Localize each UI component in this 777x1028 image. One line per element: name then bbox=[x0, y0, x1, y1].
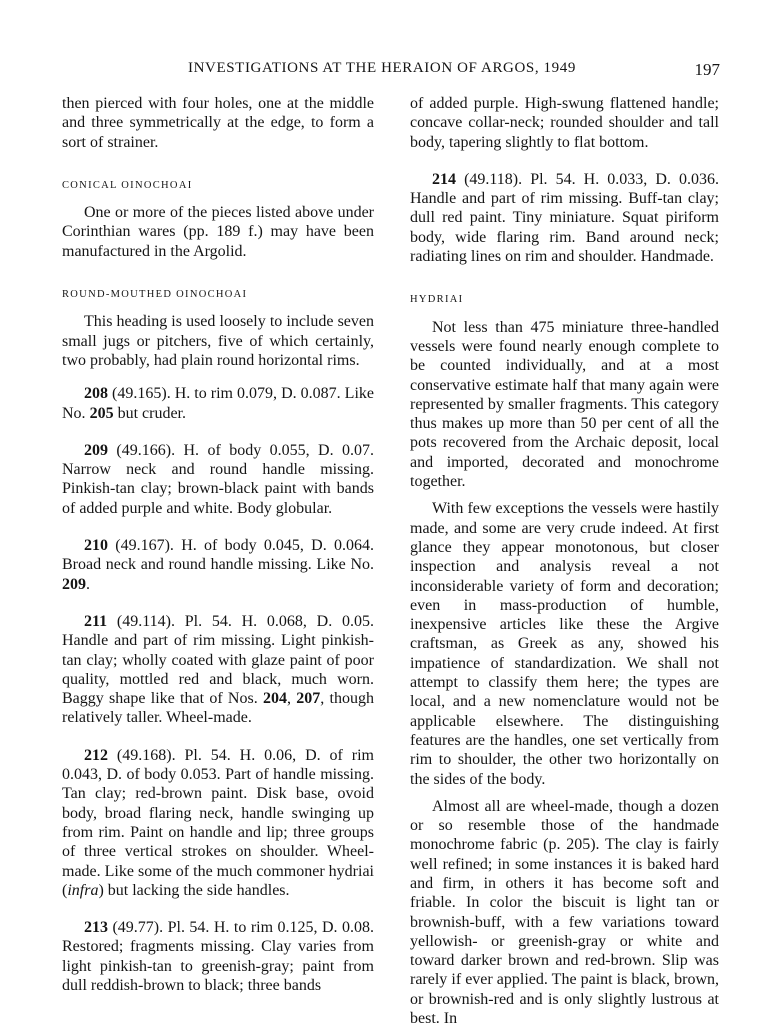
paragraph-hydriai-1: Not less than 475 miniature three-handled vessels were found nearly enough complete to be counted individually, and at a most conservative estimate half that many again were represented by smaller fragments. This category thus makes up more than 50 per cent of all the pots recovered from the Archaic deposit, local and imported, decorated and monochrome together. bbox=[410, 318, 719, 491]
catalogue-entry-211 bbox=[62, 612, 374, 728]
cross-reference: 205 bbox=[89, 404, 114, 422]
paragraph-strainer: then pierced with four holes, one at the middle and three symmetrically at the edge, to form a sort of strainer. bbox=[62, 95, 374, 151]
italic-term: infra bbox=[67, 881, 99, 899]
paragraph-conical: One or more of the pieces listed above under Corinthian wares (pp. 189 f.) may have been manufactured in the Argolid. bbox=[62, 204, 374, 260]
paragraph-hydriai-3: Almost all are wheel-made, though a dozen or so resemble those of the handmade monochrome fabric (p. 205). The clay is fairly well refined; in some instances it is baked hard and firm, in others it has become soft and friable. In color the biscuit is light tan or brownish-buff, with a few variations toward yellowish- or greenish-gray or white and toward darker brown and red-brown. Slip was rarely if ever applied. The paint is black, brown, or brownish-red and is only slightly lustrous at best. In bbox=[410, 797, 719, 1028]
entry-text: ) but lacking the side handles. bbox=[98, 881, 290, 899]
catalogue-entry-213 bbox=[62, 918, 374, 995]
entry-number: 209 bbox=[84, 441, 108, 459]
entry-number: 211 bbox=[84, 612, 108, 630]
catalogue-entry-210 bbox=[62, 536, 374, 594]
entry-text: (49.165). H. to rim 0.079, D. 0.087. Like No. bbox=[62, 385, 374, 422]
section-heading-conical-oinochoai: CONICAL OINOCHOAI bbox=[62, 179, 193, 191]
running-title: INVESTIGATIONS AT THE HERAION OF ARGOS, 1949 bbox=[188, 60, 576, 76]
entry-text: (49.118). Pl. 54. H. 0.033, D. 0.036. Handle and part of rim missing. Buff-tan clay; dull red paint. Tiny miniature. Squat piriform body, wide flaring rim. Band around neck; radiating lines on rim and shoulder. Handmade. bbox=[410, 170, 719, 266]
paragraph-hydriai-2: With few exceptions the vessels were hastily made, and some are very crude indeed. At first glance they appear monotonous, but closer inspection and analysis reveal a not inconsiderable variety of form and decoration; even in mass-production of humble, inexpensive articles like these the Argive craftsman, as Greek as any, showed his impatience of standardization. We shall not attempt to classify them here; the types are local, and a new nomenclature would not be applicable elsewhere. The distinguishing features are the handles, one set vertically from rim to shoulder, the other two horizontally on the sides of the body. bbox=[410, 500, 719, 788]
entry-text: . bbox=[86, 575, 90, 593]
catalogue-entry-208 bbox=[62, 384, 374, 423]
entry-text: (49.77). Pl. 54. H. to rim 0.125, D. 0.08. Restored; fragments missing. Clay varies from light pinkish-tan to greenish-gray; paint from dull reddish-brown to black; three bands bbox=[62, 919, 374, 994]
page-number: 197 bbox=[694, 60, 720, 79]
section-heading-round-mouthed-oinochoai: ROUND-MOUTHED OINOCHOAI bbox=[62, 289, 248, 301]
entry-text: (49.168). Pl. 54. H. 0.06, D. of rim 0.043, D. of body 0.053. Part of handle missing. Tan clay; red-brown paint. Disk base, ovoid body, broad flaring neck, handle swinging up from rim. Paint on handle and lip; three groups of three vertical strokes on shoulder. Wheel-made. Like some of the much commoner hydriai ( bbox=[62, 746, 374, 899]
entry-text: (49.166). H. of body 0.055, D. 0.07. Narrow neck and round handle missing. Pinkish-tan clay; brown-black paint with bands of added purple and white. Body globular. bbox=[62, 441, 374, 517]
left-column bbox=[62, 94, 374, 995]
cross-reference: 204 bbox=[262, 690, 287, 708]
paragraph-round-mouthed: This heading is used loosely to include seven small jugs or pitchers, five of which certainly, two probably, had plain round horizontal rims. bbox=[62, 313, 374, 369]
paragraph-continuation-213: of added purple. High-swung flattened handle; concave collar-neck; rounded shoulder and tall body, tapering slightly to flat bottom. bbox=[410, 95, 719, 151]
entry-text: (49.167). H. of body 0.045, D. 0.064. Broad neck and round handle missing. Like No. bbox=[62, 537, 374, 574]
section-heading-hydriai: HYDRIAI bbox=[410, 294, 464, 306]
catalogue-entry-209 bbox=[62, 441, 374, 518]
right-column bbox=[410, 94, 719, 1028]
entry-number: 210 bbox=[84, 537, 108, 555]
entry-number: 214 bbox=[432, 170, 456, 188]
entry-text: (49.114). Pl. 54. H. 0.068, D. 0.05. Handle and part of rim missing. Light pinkish-tan clay; wholly coated with glaze paint of poor quality, mottled red and black, much worn. Baggy shape like that of Nos. bbox=[62, 612, 374, 708]
cross-reference: 207 bbox=[296, 690, 321, 708]
entry-number: 213 bbox=[84, 919, 108, 937]
entry-text: , bbox=[286, 690, 297, 708]
entry-text: but cruder. bbox=[113, 404, 186, 422]
entry-number: 212 bbox=[84, 746, 108, 764]
catalogue-entry-214 bbox=[410, 170, 719, 266]
cross-reference: 209 bbox=[62, 575, 86, 593]
entry-text: , though relatively taller. Wheel-made. bbox=[62, 690, 374, 727]
running-header bbox=[62, 60, 720, 82]
entry-number: 208 bbox=[84, 385, 108, 403]
catalogue-entry-212 bbox=[62, 746, 374, 900]
